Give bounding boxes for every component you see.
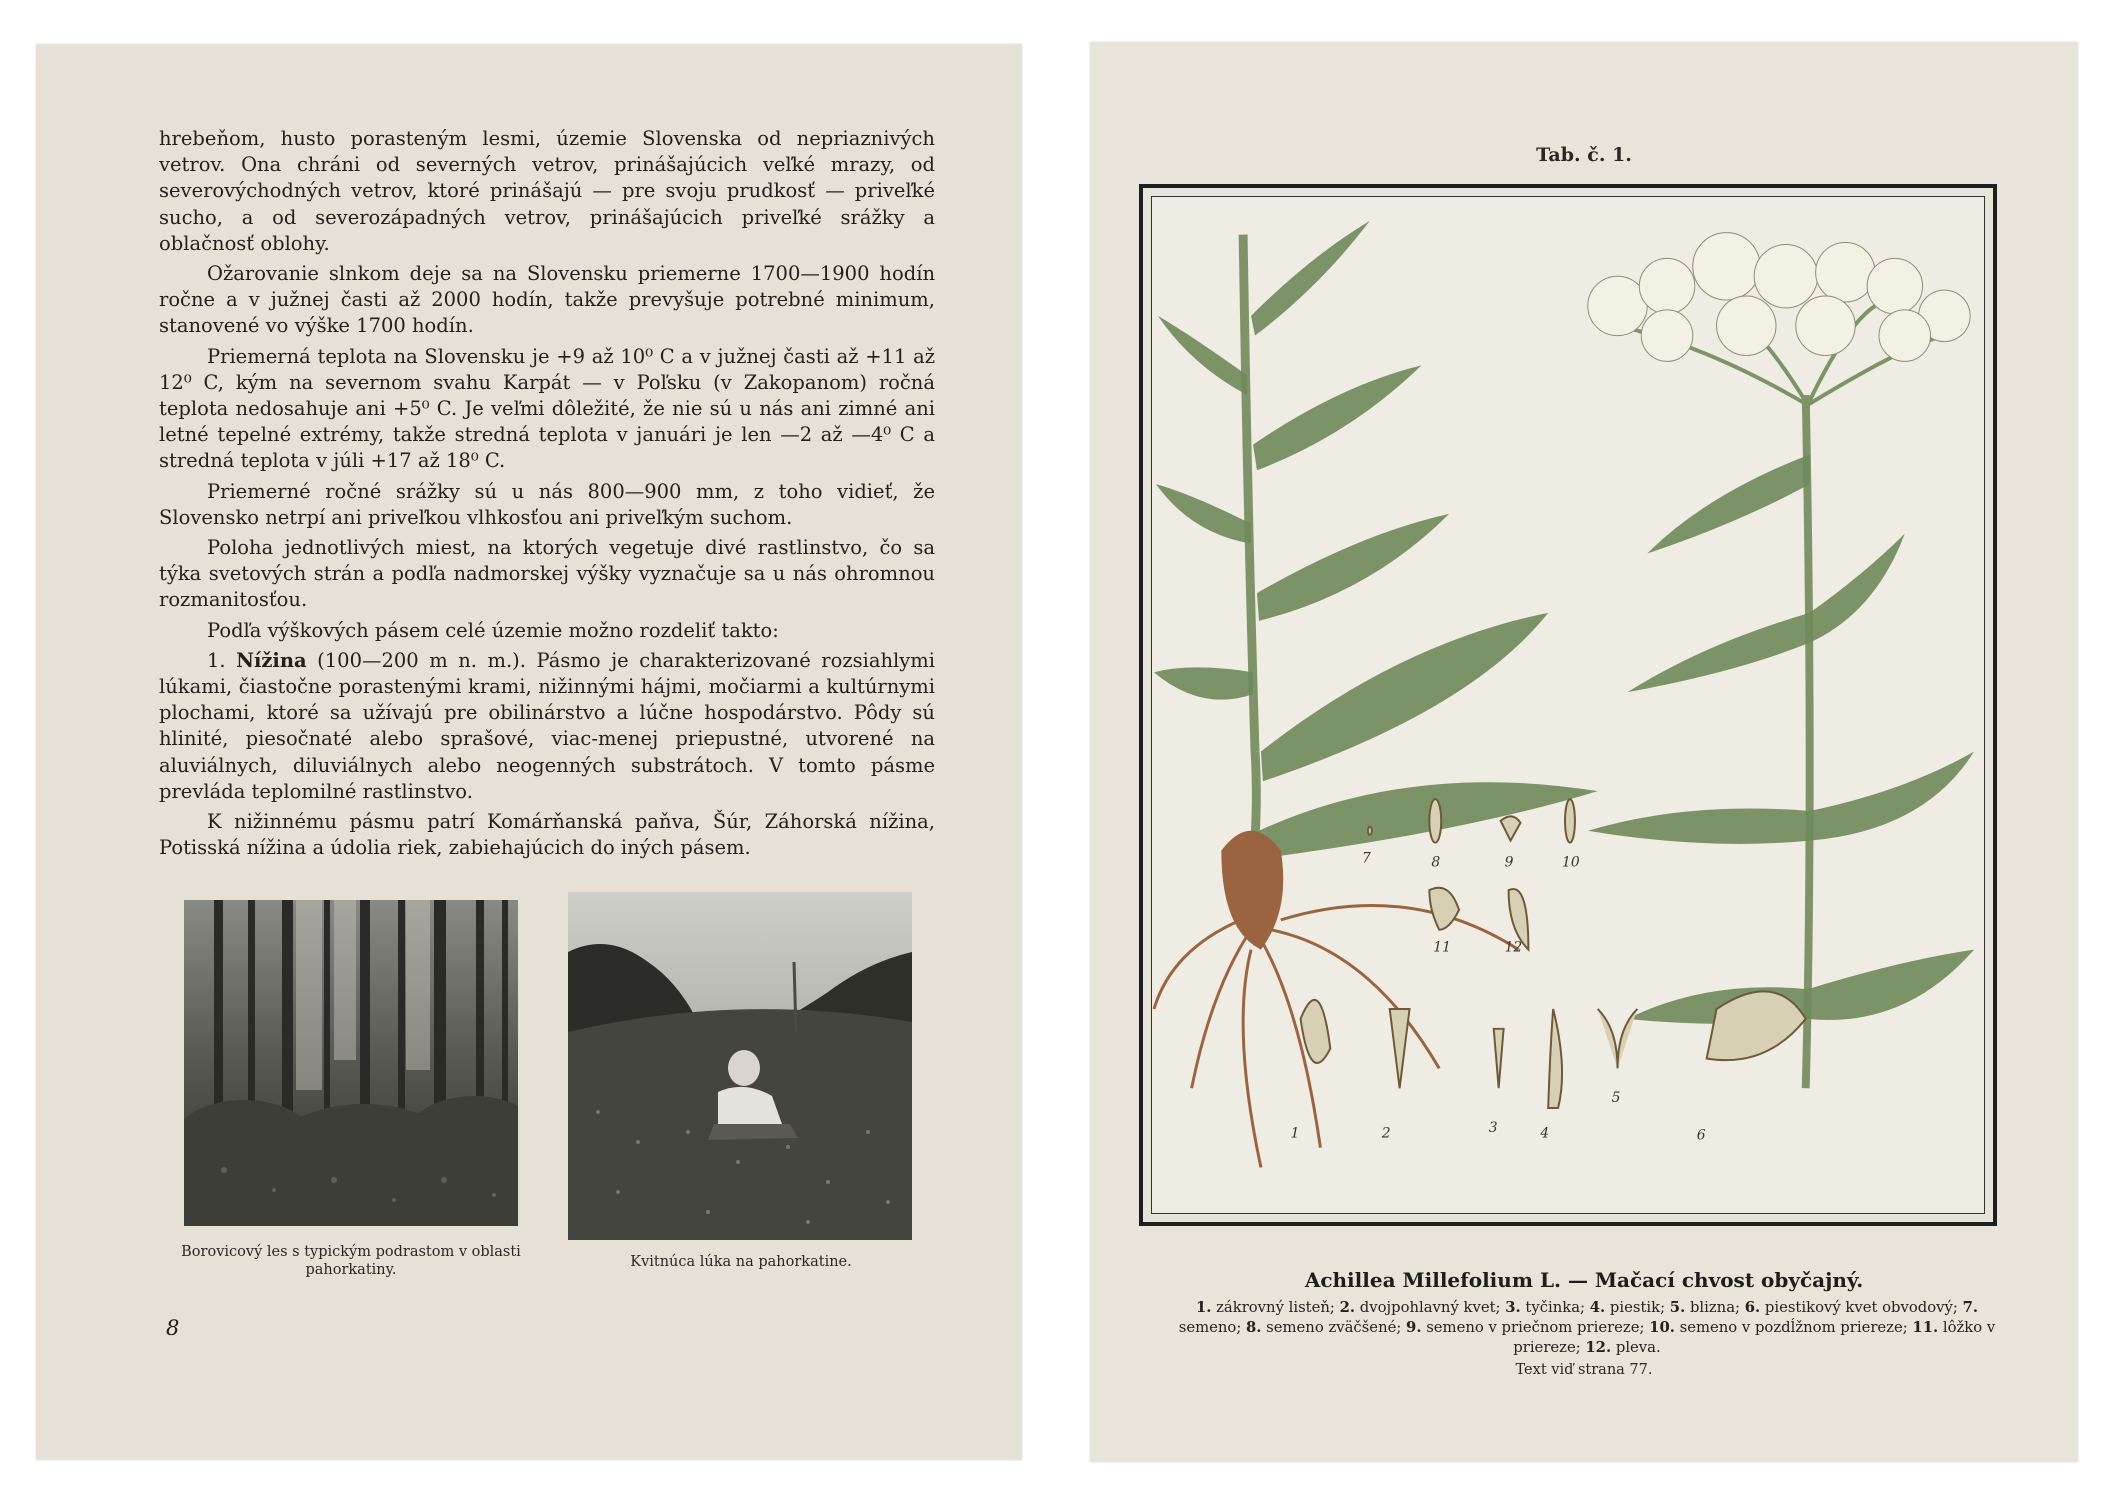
figure-number: 10: [1562, 854, 1580, 871]
nizina-term: Nížina: [236, 648, 307, 672]
legend-text: tyčinka;: [1520, 1299, 1590, 1316]
figure-number: 9: [1504, 854, 1514, 871]
forest-photo-caption: Borovicový les s typickým podrastom v oblasti pahorkatiny.: [181, 1244, 521, 1278]
page-number: 8: [166, 1316, 180, 1340]
forest-photo: [184, 900, 518, 1226]
figure-number: 5: [1611, 1090, 1621, 1107]
nizina-text: (100—200 m n. m.). Pásmo je charakterizované rozsiahlymi lúkami, čiastočne porastenými krami, nižinnými hájmi, močiarmi a kultúrnymi plochami, ktoré sa užívajú pre obilinárstvo a lúčne hospodárstvo. Pôdy sú hlinité, piesočnaté alebo sprašové, viac-menej priepustné, utvorené na aluviálnych, diluviálnych alebo neogenných substrátoch. V tomto pásme prevláda teplomilné rastlinstvo.: [159, 648, 936, 803]
nizina-number: 1.: [207, 648, 237, 672]
legend-number: 11.: [1912, 1319, 1939, 1336]
legend-text: semeno v priečnom priereze;: [1421, 1319, 1650, 1336]
legend-number: 4.: [1589, 1299, 1606, 1316]
legend-text: semeno;: [1178, 1319, 1247, 1336]
figure-number: 11: [1433, 939, 1451, 956]
legend-number: 10.: [1649, 1319, 1675, 1336]
legend-text: lôžko v priereze;: [1513, 1319, 1996, 1356]
legend-text: dvojpohlavný kvet;: [1355, 1299, 1506, 1316]
paragraph: Priemerné ročné srážky sú u nás 800—900 mm, z toho vidieť, že Slovensko netrpí ani priveľkou vlhkosťou ani priveľkým suchom.: [159, 479, 935, 529]
body-text: [159, 126, 935, 865]
paragraph: hrebeňom, husto porasteným lesmi, územie Slovenska od nepriaznivých vetrov. Ona chráni od severných vetrov, prinášajúcich veľké mrazy, od severovýchodných vetrov, ktoré prinášajú — pre svoju prudkosť — priveľké sucho, a od severozápadných vetrov, prinášajúcich priveľké srážky a oblačnosť oblohy.: [159, 127, 935, 255]
botanical-plate-frame: [1139, 184, 1997, 1226]
paragraph: K nižinnému pásmu patrí Komárňanská paňva, Šúr, Záhorská nížina, Potisská nížina a údolia riek, zabiehajúcich do iných pásem.: [159, 810, 935, 860]
figure-number: 4: [1540, 1125, 1550, 1142]
figure-number: 12: [1504, 939, 1523, 956]
figure-number: 1: [1290, 1125, 1300, 1142]
legend-text: blizna;: [1685, 1299, 1745, 1316]
legend-number: 1.: [1195, 1299, 1212, 1316]
plate-legend: [1164, 1298, 2010, 1358]
legend-text: piestikový kvet obvodový;: [1760, 1299, 1963, 1316]
legend-number: 2.: [1339, 1299, 1356, 1316]
figure-number: 2: [1381, 1125, 1391, 1142]
text-reference: Text viď strana 77.: [1515, 1362, 1653, 1378]
plate-number: Tab. č. 1.: [1536, 144, 1632, 166]
legend-text: semeno v pozdĺžnom priereze;: [1674, 1319, 1913, 1336]
botanical-illustration: [1151, 196, 1985, 1214]
legend-text: piestik;: [1605, 1299, 1670, 1316]
plate-title: Achillea Millefolium L. — Mačací chvost obyčajný.: [1304, 1268, 1864, 1292]
legend-number: 9.: [1406, 1319, 1422, 1336]
figure-number: 8: [1431, 854, 1441, 871]
paragraph: Poloha jednotlivých miest, na ktorých vegetuje divé rastlinstvo, čo sa týka svetových strán a podľa nadmorskej výšky vyznačuje sa u nás ohromnou rozmanitosťou.: [159, 536, 935, 612]
meadow-photo: [568, 892, 912, 1240]
legend-number: 8.: [1246, 1319, 1262, 1336]
legend-number: 7.: [1962, 1299, 1979, 1316]
legend-number: 3.: [1505, 1299, 1521, 1316]
legend-text: pleva.: [1611, 1339, 1661, 1356]
legend-text: semeno zväčšené;: [1261, 1319, 1407, 1336]
figure-number: 6: [1696, 1127, 1706, 1144]
figure-number: 3: [1488, 1119, 1498, 1136]
legend-number: 6.: [1744, 1299, 1761, 1316]
legend-number: 5.: [1669, 1299, 1686, 1316]
figure-number: 7: [1361, 850, 1371, 867]
right-page: [1090, 42, 2078, 1462]
paragraph: Priemerná teplota na Slovensku je +9 až 10⁰ C a v južnej časti až +11 až 12⁰ C, kým na severnom svahu Karpát — v Poľsku (v Zakopanom) ročná teplota nedosahuje ani +5⁰ C. Je veľmi dôležité, že nie sú u nás ani zimné ani letné tepelné extrémy, takže stredná teplota v januári je len —2 až —4⁰ C a stredná teplota v júli +17 až 18⁰ C.: [159, 344, 935, 473]
paragraph: Podľa výškových pásem celé územie možno rozdeliť takto:: [207, 618, 779, 642]
legend-number: 12.: [1585, 1339, 1612, 1356]
paragraph: Ožarovanie slnkom deje sa na Slovensku priemerne 1700—1900 hodín ročne a v južnej časti až 2000 hodín, takže prevyšuje potrebné minimum, stanovené vo výške 1700 hodín.: [159, 262, 935, 338]
legend-text: zákrovný listeň;: [1211, 1299, 1340, 1316]
paragraph-nizina: [159, 648, 935, 805]
left-page: [36, 44, 1022, 1460]
meadow-photo-caption: Kvitnúca lúka na pahorkatine.: [630, 1254, 852, 1270]
